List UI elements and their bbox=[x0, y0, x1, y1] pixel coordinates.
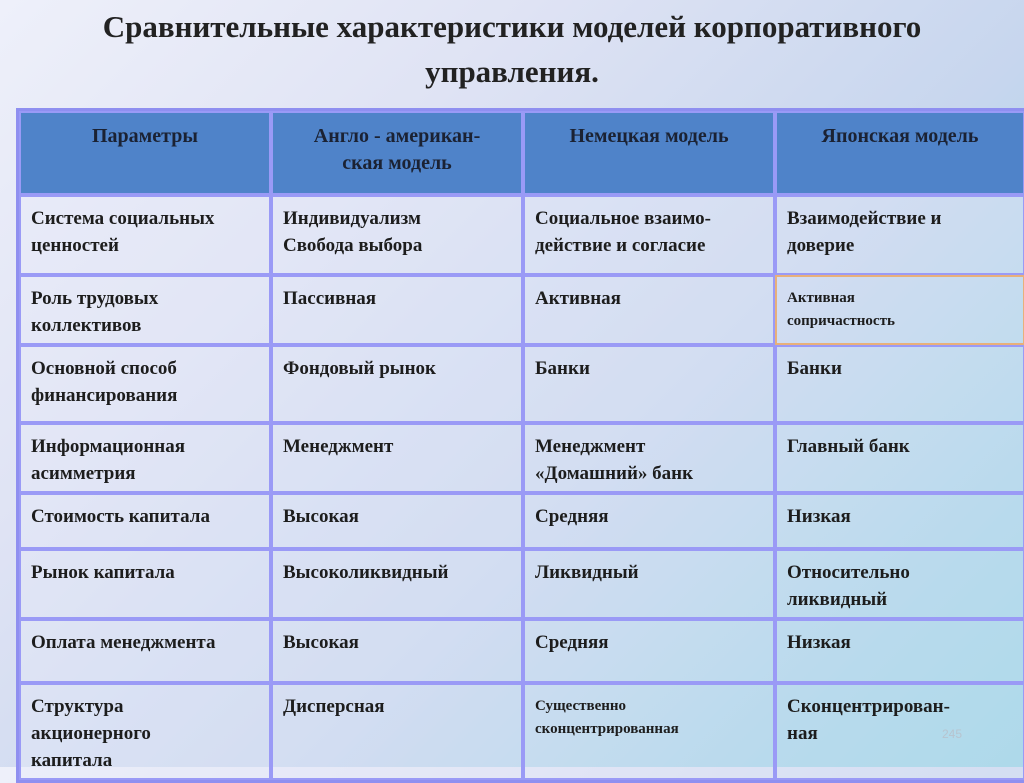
table-cell: Социальное взаимо- действие и согласие bbox=[523, 195, 775, 275]
table-row bbox=[19, 275, 1024, 345]
table-row bbox=[19, 683, 1024, 780]
slide-title bbox=[0, 4, 1024, 94]
row-label: Система социальных ценностей bbox=[19, 195, 271, 275]
row-label: Стоимость капитала bbox=[19, 493, 271, 549]
table-cell: Активная bbox=[523, 275, 775, 345]
table-cell: Ликвидный bbox=[523, 549, 775, 619]
table-cell: Дисперсная bbox=[271, 683, 523, 780]
table-cell: Существенно сконцентрированная bbox=[523, 683, 775, 780]
table-row bbox=[19, 423, 1024, 493]
table-row bbox=[19, 549, 1024, 619]
table-cell: Банки bbox=[775, 345, 1024, 423]
table-row bbox=[19, 345, 1024, 423]
table-cell: Пассивная bbox=[271, 275, 523, 345]
slide-title-line-2: управления. bbox=[425, 54, 599, 89]
slide-title-line-1: Сравнительные характеристики моделей корпоративного bbox=[102, 9, 922, 44]
table-cell: Активная сопричастность bbox=[775, 275, 1024, 345]
table-cell: Главный банк bbox=[775, 423, 1024, 493]
header-japanese: Японская модель bbox=[775, 111, 1024, 195]
table-cell: Высокая bbox=[271, 619, 523, 683]
header-parameters: Параметры bbox=[19, 111, 271, 195]
table-cell: Относительно ликвидный bbox=[775, 549, 1024, 619]
row-label: Основной способ финансирования bbox=[19, 345, 271, 423]
table-cell: Взаимодействие и доверие bbox=[775, 195, 1024, 275]
comparison-table bbox=[16, 108, 1024, 783]
table-row bbox=[19, 619, 1024, 683]
row-label: Оплата менеджмента bbox=[19, 619, 271, 683]
header-anglo-american: Англо - американ- ская модель bbox=[271, 111, 523, 195]
page-number: 245 bbox=[941, 727, 962, 741]
header-german: Немецкая модель bbox=[523, 111, 775, 195]
table-cell: Низкая bbox=[775, 619, 1024, 683]
table-cell: Индивидуализм Свобода выбора bbox=[271, 195, 523, 275]
row-label: Информационная асимметрия bbox=[19, 423, 271, 493]
row-label: Рынок капитала bbox=[19, 549, 271, 619]
table-cell: Банки bbox=[523, 345, 775, 423]
table-cell: Низкая bbox=[775, 493, 1024, 549]
row-label: Роль трудовых коллективов bbox=[19, 275, 271, 345]
table-cell: Средняя bbox=[523, 493, 775, 549]
table-cell: Сконцентрирован- ная bbox=[775, 683, 1024, 780]
table-cell: Высоколиквидный bbox=[271, 549, 523, 619]
table-cell: Менеджмент «Домашний» банк bbox=[523, 423, 775, 493]
row-label: Структура акционерного капитала bbox=[19, 683, 271, 780]
table-header-row bbox=[19, 111, 1024, 195]
table-cell: Средняя bbox=[523, 619, 775, 683]
table-row bbox=[19, 195, 1024, 275]
table-cell: Высокая bbox=[271, 493, 523, 549]
table-cell: Фондовый рынок bbox=[271, 345, 523, 423]
table-row bbox=[19, 493, 1024, 549]
table-cell: Менеджмент bbox=[271, 423, 523, 493]
